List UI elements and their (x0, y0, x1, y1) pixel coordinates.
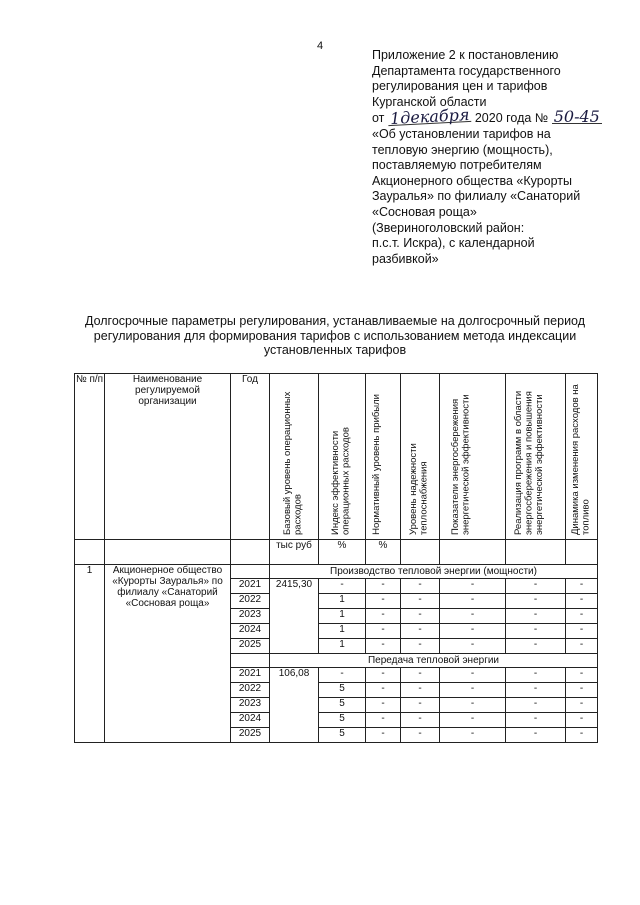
unit-efficiency: % (319, 540, 366, 565)
year-cell: 2021 (231, 579, 270, 594)
program-cell: - (506, 728, 566, 743)
fuel-cell: - (566, 594, 598, 609)
header-year: Год (231, 374, 270, 540)
header-reliability (401, 374, 440, 540)
title-line: регулирования для формирования тарифов с использованием метода индексации (93, 328, 577, 343)
page-number: 4 (316, 40, 324, 52)
energy-cell: - (440, 609, 506, 624)
unit-base: тыс руб (270, 540, 319, 565)
reliability-cell: - (401, 713, 440, 728)
year-cell: 2022 (231, 683, 270, 698)
efficiency-cell: 1 (319, 609, 366, 624)
fuel-cell: - (566, 713, 598, 728)
efficiency-cell: - (319, 668, 366, 683)
energy-cell: - (440, 698, 506, 713)
header-efficiency-text: Индекс эффективности операционных расходов (330, 427, 352, 535)
profit-cell: - (366, 594, 401, 609)
profit-cell: - (366, 609, 401, 624)
energy-cell: - (440, 668, 506, 683)
profit-cell: - (366, 698, 401, 713)
appendix-line: Приложение 2 к постановлению (372, 48, 559, 62)
header-num: № п/п (75, 374, 105, 540)
table-body (75, 374, 598, 743)
reliability-cell: - (401, 683, 440, 698)
handwritten-date: 1декабря (389, 105, 470, 129)
profit-cell: - (366, 639, 401, 654)
efficiency-cell: 1 (319, 624, 366, 639)
reliability-cell: - (401, 639, 440, 654)
year-cell: 2024 (231, 624, 270, 639)
reliability-cell: - (401, 594, 440, 609)
appendix-body-line: тепловую энергию (мощность), (372, 142, 553, 157)
handwritten-number: 50-45 (553, 107, 600, 127)
appendix-block (372, 48, 622, 267)
year-cell: 2021 (231, 668, 270, 683)
section-empty-year (231, 565, 270, 579)
program-cell: - (506, 713, 566, 728)
reliability-cell: - (401, 579, 440, 594)
efficiency-cell: 5 (319, 683, 366, 698)
program-cell: - (506, 668, 566, 683)
unit-empty (105, 540, 231, 565)
section-title: Производство тепловой энергии (мощности) (270, 565, 598, 579)
organization-name: Акционерное общество «Курорты Зауралья» по филиалу «Санаторий «Сосновая роща» (105, 565, 231, 743)
year-cell: 2023 (231, 609, 270, 624)
date-prefix: от (372, 111, 385, 126)
efficiency-cell: - (319, 579, 366, 594)
header-fuel (566, 374, 598, 540)
program-cell: - (506, 624, 566, 639)
base-value: 106,08 (270, 668, 319, 743)
appendix-body-line: Зауралья» по филиалу «Санаторий (372, 189, 581, 204)
energy-cell: - (440, 624, 506, 639)
appendix-body-line: (Звериноголовский район: (372, 220, 525, 235)
profit-cell: - (366, 713, 401, 728)
unit-empty (506, 540, 566, 565)
reliability-cell: - (401, 728, 440, 743)
section-title: Передача тепловой энергии (270, 654, 598, 668)
reliability-cell: - (401, 668, 440, 683)
appendix-line: регулирования цен и тарифов (372, 79, 548, 94)
appendix-body-line: разбивкой» (372, 251, 439, 266)
energy-cell: - (440, 594, 506, 609)
program-cell: - (506, 639, 566, 654)
year-cell: 2024 (231, 713, 270, 728)
document-title (70, 314, 600, 358)
efficiency-cell: 1 (319, 594, 366, 609)
unit-profit: % (366, 540, 401, 565)
fuel-cell: - (566, 668, 598, 683)
fuel-cell: - (566, 728, 598, 743)
appendix-body-line: поставляемую потребителям (372, 158, 542, 173)
appendix-body-line: Акционерного общества «Курорты (372, 173, 573, 188)
title-line: Долгосрочные параметры регулирования, устанавливаемые на долгосрочный период (84, 314, 586, 328)
section-header-row (75, 565, 598, 579)
parameters-table (74, 373, 598, 743)
unit-empty (231, 540, 270, 565)
efficiency-cell: 5 (319, 698, 366, 713)
program-cell: - (506, 609, 566, 624)
program-cell: - (506, 579, 566, 594)
program-cell: - (506, 683, 566, 698)
unit-empty (75, 540, 105, 565)
appendix-body-line: «Сосновая роща» (372, 204, 477, 219)
energy-cell: - (440, 579, 506, 594)
unit-empty (401, 540, 440, 565)
energy-cell: - (440, 639, 506, 654)
fuel-cell: - (566, 683, 598, 698)
appendix-body-line: «Об установлении тарифов на (372, 126, 551, 141)
fuel-cell: - (566, 579, 598, 594)
header-base-text: Базовый уровень операционных расходов (282, 391, 304, 535)
program-cell: - (506, 594, 566, 609)
unit-empty (566, 540, 598, 565)
efficiency-cell: 5 (319, 728, 366, 743)
fuel-cell: - (566, 609, 598, 624)
units-row (75, 540, 598, 565)
program-cell: - (506, 698, 566, 713)
row-number: 1 (75, 565, 105, 743)
header-energy (440, 374, 506, 540)
energy-cell: - (440, 713, 506, 728)
unit-empty (440, 540, 506, 565)
profit-cell: - (366, 728, 401, 743)
header-row (75, 374, 598, 540)
profit-cell: - (366, 624, 401, 639)
profit-cell: - (366, 579, 401, 594)
header-base (270, 374, 319, 540)
year-cell: 2025 (231, 639, 270, 654)
appendix-date-line (372, 105, 622, 129)
year-cell: 2025 (231, 728, 270, 743)
header-program (506, 374, 566, 540)
year-cell: 2022 (231, 594, 270, 609)
header-profit-text: Нормативный уровень прибыли (371, 394, 382, 535)
section-empty-year (231, 654, 270, 668)
profit-cell: - (366, 668, 401, 683)
header-energy-text: Показатели энергосбережения энергетической эффективности (449, 394, 471, 535)
fuel-cell: - (566, 639, 598, 654)
reliability-cell: - (401, 698, 440, 713)
header-fuel-text: Динамика изменения расходов на топливо (569, 384, 591, 535)
energy-cell: - (440, 683, 506, 698)
fuel-cell: - (566, 624, 598, 639)
reliability-cell: - (401, 624, 440, 639)
base-value: 2415,30 (270, 579, 319, 654)
appendix-body-line: п.с.т. Искра), с календарной (372, 236, 535, 251)
profit-cell: - (366, 683, 401, 698)
header-program-text: Реализация программ в области энергосбережения и повышения энергетической эффективности (512, 390, 545, 535)
reliability-cell: - (401, 609, 440, 624)
energy-cell: - (440, 728, 506, 743)
efficiency-cell: 5 (319, 713, 366, 728)
date-suffix: 2020 года № (474, 111, 549, 126)
efficiency-cell: 1 (319, 639, 366, 654)
appendix-line: Курганской области (372, 94, 487, 109)
fuel-cell: - (566, 698, 598, 713)
header-profit (366, 374, 401, 540)
title-line: установленных тарифов (263, 343, 407, 357)
appendix-line: Департамента государственного (372, 63, 561, 78)
header-reliability-text: Уровень надежности теплоснабжения (408, 443, 430, 535)
header-efficiency (319, 374, 366, 540)
header-org: Наименование регулируемой организации (105, 374, 231, 540)
year-cell: 2023 (231, 698, 270, 713)
